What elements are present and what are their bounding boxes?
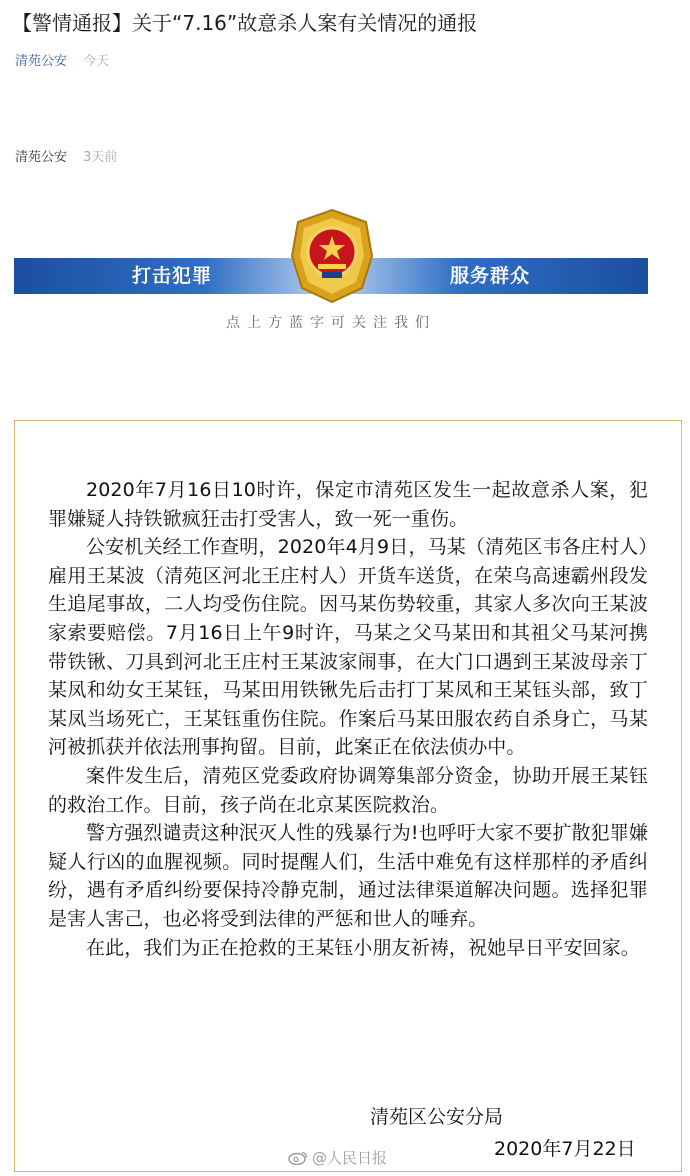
repost-author[interactable]: 清苑公安: [15, 150, 68, 165]
article-paragraph: 公安机关经工作查明，2020年4月9日，马某（清苑区韦各庄村人）雇用王某波（清苑区河北王庄村人）开货车送货，在荣乌高速霸州段发生追尾事故，二人均受伤住院。因马某伤势较重，其家人多次向王某波家索要赔偿。7月16日上午9时许，马某之父马某田和其祖父马某河携带铁锹、刀具到河北王庄村王某波家闹事，在大门口遇到王某波母亲丁某凤和幼女王某钰，马某田用铁锹先后击打丁某凤和王某钰头部，致丁某凤当场死亡，王某钰重伤住院。作案后马某田服农药自杀身亡，马某河被抓获并依法刑事拘留。目前，此案正在依法侦办中。: [48, 536, 648, 759]
article-paragraph: 在此，我们为正在抢救的王某钰小朋友祈祷，祝她早日平安回家。: [86, 936, 640, 959]
article-signature: 清苑区公安分局: [370, 1106, 504, 1128]
police-emblem-icon: [284, 206, 380, 306]
post-author-link[interactable]: 清苑公安: [15, 54, 68, 69]
account-banner[interactable]: [14, 206, 648, 340]
watermark-text: @人民日报: [312, 1149, 388, 1167]
repost-meta: [15, 148, 117, 168]
article-paragraph: 案件发生后，清苑区党委政府协调筹集部分资金，协助开展王某钰的救治工作。目前，孩子尚在北京某医院救治。: [48, 764, 648, 816]
banner-right-slogan: 服务群众: [450, 265, 531, 287]
follow-hint: 点上方蓝字可关注我们: [226, 315, 436, 331]
weibo-icon: [288, 1151, 308, 1165]
article-paragraph: 2020年7月16日10时许，保定市清苑区发生一起故意杀人案，犯罪嫌疑人持铁锨疯狂击打受害人，致一死一重伤。: [48, 479, 648, 530]
post-meta: [15, 52, 109, 72]
article-date: 2020年7月22日: [494, 1138, 636, 1160]
post-title: 【警情通报】关于“7.16”故意杀人案有关情况的通报: [12, 11, 478, 35]
article-paragraph: 警方强烈谴责这种泯灭人性的残暴行为!也呼吁大家不要扩散犯罪嫌疑人行凶的血腥视频。同时提醒人们，生活中难免有这样那样的矛盾纠纷，遇有矛盾纠纷要保持冷静克制，通过法律渠道解决问题。选择犯罪是害人害己，也必将受到法律的严惩和世人的唾弃。: [48, 822, 648, 930]
repost-time: 3天前: [83, 150, 118, 165]
article-body: [48, 476, 648, 962]
watermark: [288, 1148, 387, 1168]
banner-left-slogan: 打击犯罪: [132, 265, 213, 287]
post-time: 今天: [83, 54, 110, 69]
